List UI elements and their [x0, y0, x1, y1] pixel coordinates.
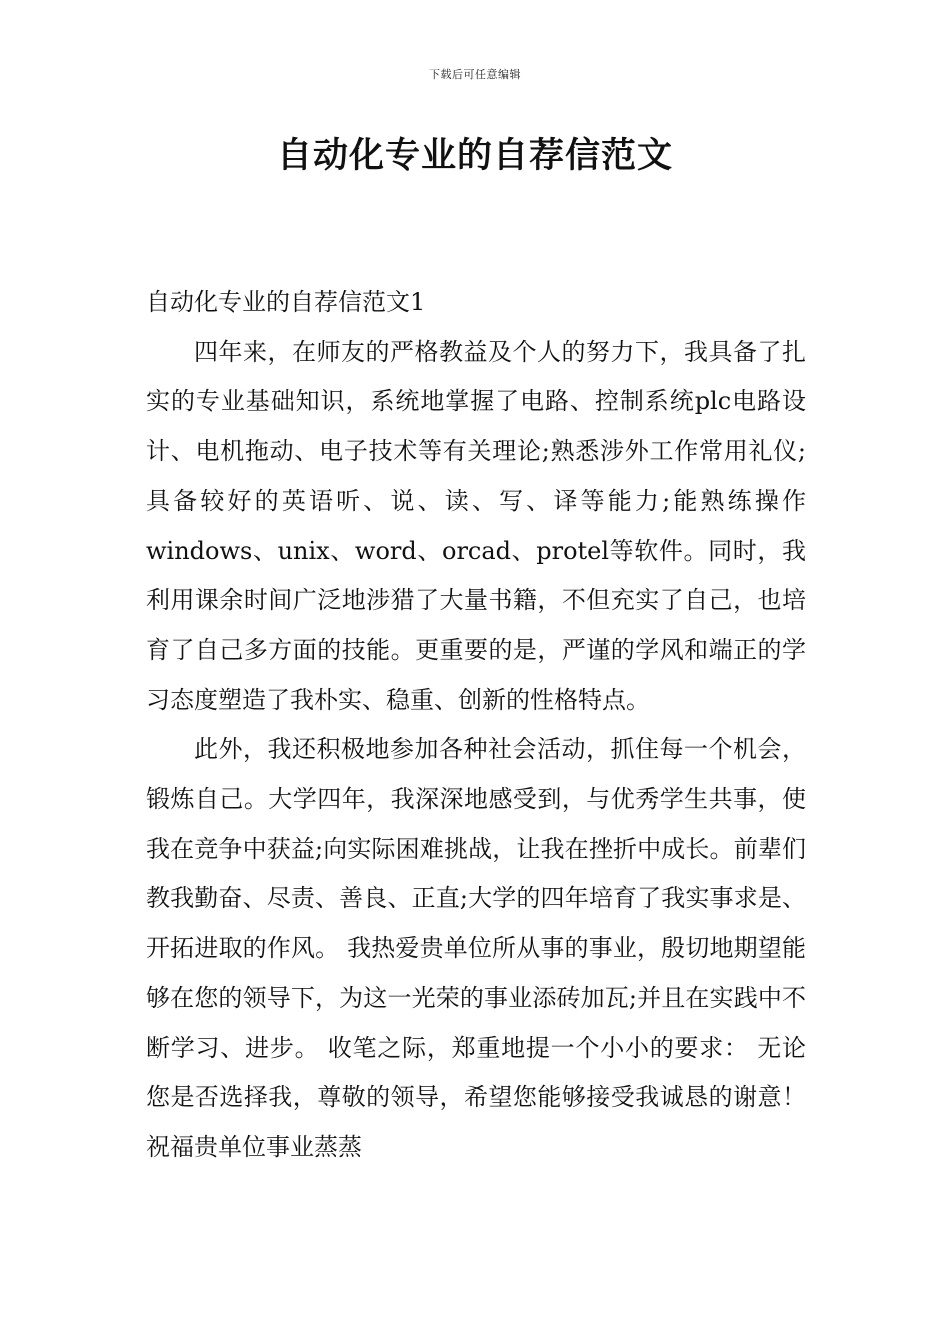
section-heading: 自动化专业的自荐信范文1 [146, 288, 426, 316]
body-paragraph: 此外，我还积极地参加各种社会活动，抓住每一个机会，锻炼自己。大学四年，我深深地感受到，与优秀学生共事，使我在竞争中获益;向实际困难挑战，让我在挫折中成长。前辈们教我勤奋、尽责、善良、正直;大学的四年培育了我实事求是、开拓进取的作风。 我热爱贵单位所从事的事业，殷切地期望能够在您的领导下，为这一光荣的事业添砖加瓦;并且在实践中不断学习、进步。 收笔之际，郑重地提一个小小的要求： 无论您是否选择我，尊敬的领导，希望您能够接受我诚恳的谢意！祝福贵单位事业蒸蒸 [146, 735, 806, 1161]
body-paragraph: 四年来，在师友的严格教益及个人的努力下，我具备了扎实的专业基础知识，系统地掌握了电路、控制系统plc电路设计、电机拖动、电子技术等有关理论;熟悉涉外工作常用礼仪;具备较好的英语听、说、读、写、译等能力;能熟练操作windows、unix、word、orcad、protel等软件。同时，我利用课余时间广泛地涉猎了大量书籍，不但充实了自己，也培育了自己多方面的技能。更重要的是，严谨的学风和端正的学习态度塑造了我朴实、稳重、创新的性格特点。 [146, 337, 806, 714]
document-title: 自动化专业的自荐信范文 [276, 136, 673, 176]
document-body [146, 278, 806, 1173]
header-note: 下载后可任意编辑 [429, 68, 521, 81]
